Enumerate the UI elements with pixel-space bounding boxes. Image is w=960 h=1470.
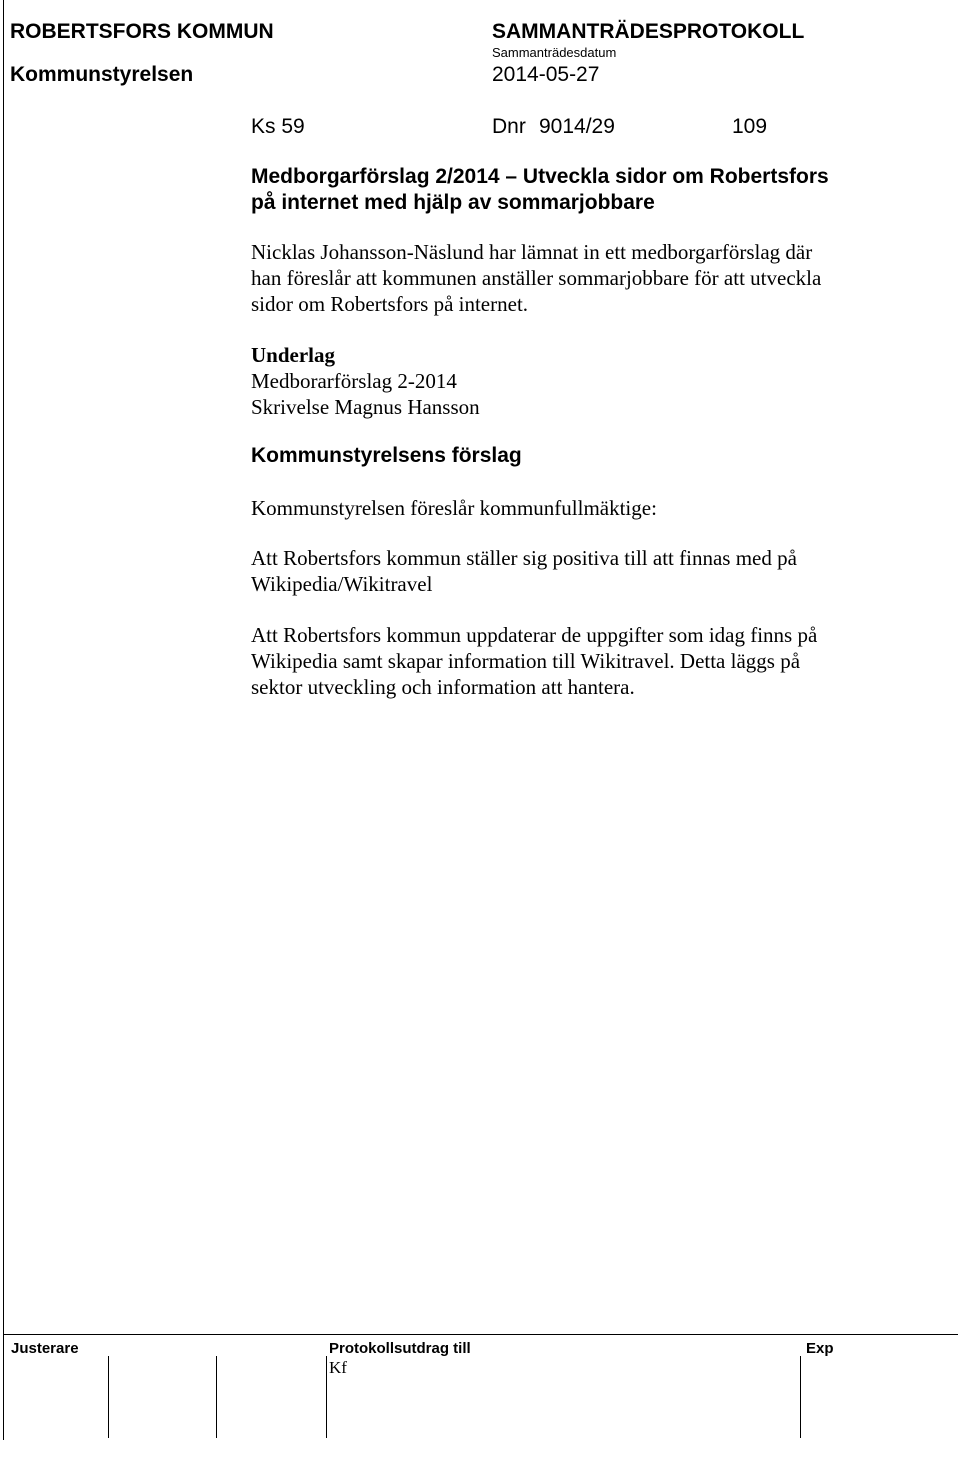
underlag-item: Skrivelse Magnus Hansson bbox=[251, 395, 480, 419]
committee-name: Kommunstyrelsen bbox=[10, 63, 194, 86]
signature-box-divider bbox=[326, 1356, 327, 1438]
underlag-heading: Underlag bbox=[251, 343, 335, 367]
proposal-heading: Kommunstyrelsens förslag bbox=[251, 444, 522, 467]
title-line: på internet med hjälp av sommarjobbare bbox=[251, 191, 655, 214]
footer-rule bbox=[3, 1334, 958, 1335]
page-number: 109 bbox=[732, 115, 768, 138]
municipality-name: ROBERTSFORS KOMMUN bbox=[10, 20, 274, 43]
dnr-number: 9014/29 bbox=[539, 115, 615, 138]
document-title bbox=[251, 164, 891, 216]
proposal-clause-2 bbox=[251, 622, 891, 700]
paragraph-line: Wikipedia/Wikitravel bbox=[251, 572, 433, 596]
proposal-intro: Kommunstyrelsen föreslår kommunfullmäktige: bbox=[251, 496, 657, 520]
meeting-date-label: Sammanträdesdatum bbox=[492, 45, 617, 60]
extract-recipient-value: Kf bbox=[329, 1358, 347, 1377]
paragraph-reference: Ks 59 bbox=[251, 115, 305, 138]
signature-box-divider bbox=[800, 1356, 801, 1438]
proposal-clause-1 bbox=[251, 545, 891, 597]
document-type: SAMMANTRÄDESPROTOKOLL bbox=[492, 20, 805, 43]
paragraph-line: Att Robertsfors kommun ställer sig positiva till att finnas med på bbox=[251, 546, 797, 570]
title-line: Medborgarförslag 2/2014 – Utveckla sidor om Robertsfors bbox=[251, 165, 829, 188]
paragraph-line: sidor om Robertsfors på internet. bbox=[251, 292, 529, 316]
meeting-date: 2014-05-27 bbox=[492, 63, 600, 86]
left-margin-rule bbox=[3, 0, 4, 1440]
justerare-label: Justerare bbox=[11, 1340, 79, 1357]
paragraph-line: Nicklas Johansson-Näslund har lämnat in ett medborgarförslag där bbox=[251, 240, 813, 264]
intro-paragraph bbox=[251, 239, 891, 317]
paragraph-line: han föreslår att kommunen anställer sommarjobbare för att utveckla bbox=[251, 266, 822, 290]
paragraph-line: sektor utveckling och information att hantera. bbox=[251, 675, 635, 699]
extract-recipient-label: Protokollsutdrag till bbox=[329, 1340, 471, 1357]
paragraph-line: Wikipedia samt skapar information till Wikitravel. Detta läggs på bbox=[251, 649, 801, 673]
dnr-label: Dnr bbox=[492, 115, 526, 138]
underlag-section bbox=[251, 342, 891, 420]
underlag-item: Medborarförslag 2-2014 bbox=[251, 369, 457, 393]
exp-label: Exp bbox=[806, 1340, 834, 1357]
signature-box-divider bbox=[216, 1356, 217, 1438]
signature-box-divider bbox=[108, 1356, 109, 1438]
paragraph-line: Att Robertsfors kommun uppdaterar de uppgifter som idag finns på bbox=[251, 623, 818, 647]
